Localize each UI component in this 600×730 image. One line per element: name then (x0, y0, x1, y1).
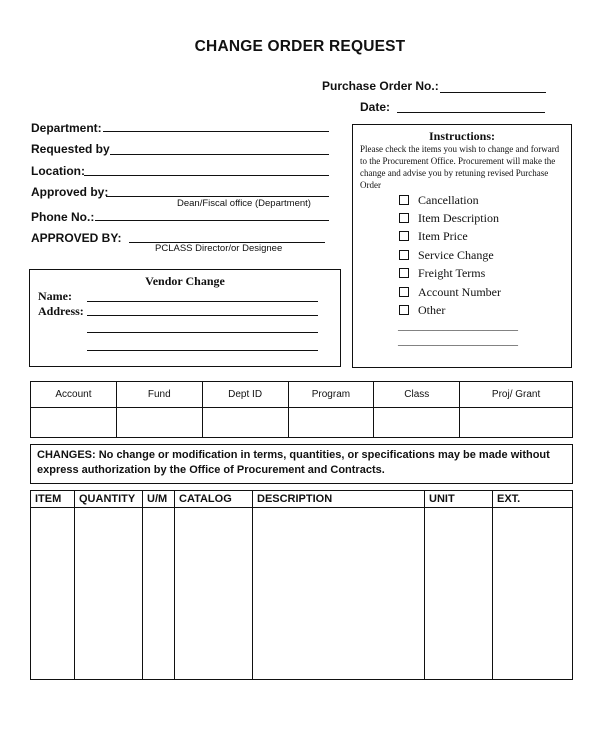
account-header-row (31, 382, 573, 408)
ext-cell[interactable] (493, 508, 573, 680)
option-item-description[interactable] (399, 210, 499, 226)
item-cell[interactable] (31, 508, 75, 680)
date-label: Date: (360, 100, 391, 114)
option-other[interactable] (399, 302, 445, 318)
location-label: Location: (31, 164, 85, 178)
checkbox-icon[interactable] (399, 305, 409, 315)
phone-label: Phone No.: (31, 210, 95, 224)
dept-id-cell[interactable] (202, 408, 288, 438)
other-blank-line-1[interactable]: ________________________ (398, 321, 518, 332)
option-label: Other (418, 302, 446, 317)
requested-by-field[interactable] (110, 154, 329, 155)
option-label: Service Change (418, 247, 494, 262)
option-label: Item Description (418, 210, 499, 225)
vendor-name-field[interactable] (87, 301, 318, 302)
items-table (30, 490, 573, 680)
account-header: Account (31, 382, 117, 408)
phone-field[interactable] (95, 220, 329, 221)
class-cell[interactable] (374, 408, 460, 438)
option-freight-terms[interactable] (399, 265, 485, 281)
program-header: Program (288, 382, 374, 408)
unit-header: UNIT (425, 491, 493, 508)
item-header: ITEM (31, 491, 75, 508)
option-cancellation[interactable] (399, 192, 479, 208)
vendor-address-label: Address: (38, 304, 84, 318)
fund-header: Fund (116, 382, 202, 408)
um-cell[interactable] (143, 508, 175, 680)
changes-notice: CHANGES: No change or modification in terms, quantities, or specifications may be made without express authorization by the Office of Procurement and Contracts. (30, 444, 573, 484)
account-cell[interactable] (31, 408, 117, 438)
vendor-change-title: Vendor Change (145, 274, 225, 288)
option-label: Freight Terms (418, 265, 486, 280)
option-label: Item Price (418, 228, 468, 243)
catalog-header: CATALOG (175, 491, 253, 508)
approved-by-caps-caption: PCLASS Director/or Designee (155, 243, 283, 254)
items-body-row (31, 508, 573, 680)
approved-by-label: Approved by: (31, 185, 109, 199)
fund-cell[interactable] (116, 408, 202, 438)
vendor-name-label: Name: (38, 289, 72, 303)
dept-id-header: Dept ID (202, 382, 288, 408)
ext-header: EXT. (493, 491, 573, 508)
checkbox-icon[interactable] (399, 213, 409, 223)
requested-by-label: Requested by (31, 142, 110, 156)
items-header-row (31, 491, 573, 508)
option-label: Account Number (418, 284, 501, 299)
class-header: Class (374, 382, 460, 408)
catalog-cell[interactable] (175, 508, 253, 680)
checkbox-icon[interactable] (399, 195, 409, 205)
department-label: Department: (31, 121, 102, 135)
vendor-address-field-2[interactable] (87, 332, 318, 333)
checkbox-icon[interactable] (399, 287, 409, 297)
instructions-title: Instructions: (428, 129, 495, 143)
quantity-cell[interactable] (75, 508, 143, 680)
account-entry-row (31, 408, 573, 438)
instructions-panel (352, 124, 572, 368)
proj-grant-cell[interactable] (460, 408, 573, 438)
approved-by-caps-label: APPROVED BY: (31, 231, 122, 245)
um-header: U/M (143, 491, 175, 508)
purchase-order-label: Purchase Order No.: (322, 79, 439, 93)
option-item-price[interactable] (399, 228, 468, 244)
option-label: Cancellation (418, 192, 479, 207)
other-blank-line-2[interactable]: ________________________ (398, 336, 518, 347)
checkbox-icon[interactable] (399, 268, 409, 278)
vendor-address-field-3[interactable] (87, 350, 318, 351)
date-field[interactable] (397, 112, 545, 113)
approved-by-field[interactable] (106, 196, 329, 197)
description-header: DESCRIPTION (253, 491, 425, 508)
account-table (30, 381, 573, 438)
proj-grant-header: Proj/ Grant (460, 382, 573, 408)
checkbox-icon[interactable] (399, 250, 409, 260)
quantity-header: QUANTITY (75, 491, 143, 508)
location-field[interactable] (84, 175, 329, 176)
checkbox-icon[interactable] (399, 231, 409, 241)
department-field[interactable] (103, 131, 329, 132)
option-service-change[interactable] (399, 247, 494, 263)
description-cell[interactable] (253, 508, 425, 680)
form-title: CHANGE ORDER REQUEST (194, 38, 406, 55)
purchase-order-field[interactable] (440, 92, 546, 93)
instructions-text: Please check the items you wish to change and forward to the Procurement Office. Procurement will make the change and advise you by retuning revised Purchase Order (360, 144, 560, 190)
option-account-number[interactable] (399, 284, 501, 300)
approved-by-caption: Dean/Fiscal office (Department) (177, 198, 311, 209)
vendor-change-panel (29, 269, 341, 367)
vendor-address-field-1[interactable] (87, 315, 318, 316)
program-cell[interactable] (288, 408, 374, 438)
unit-cell[interactable] (425, 508, 493, 680)
